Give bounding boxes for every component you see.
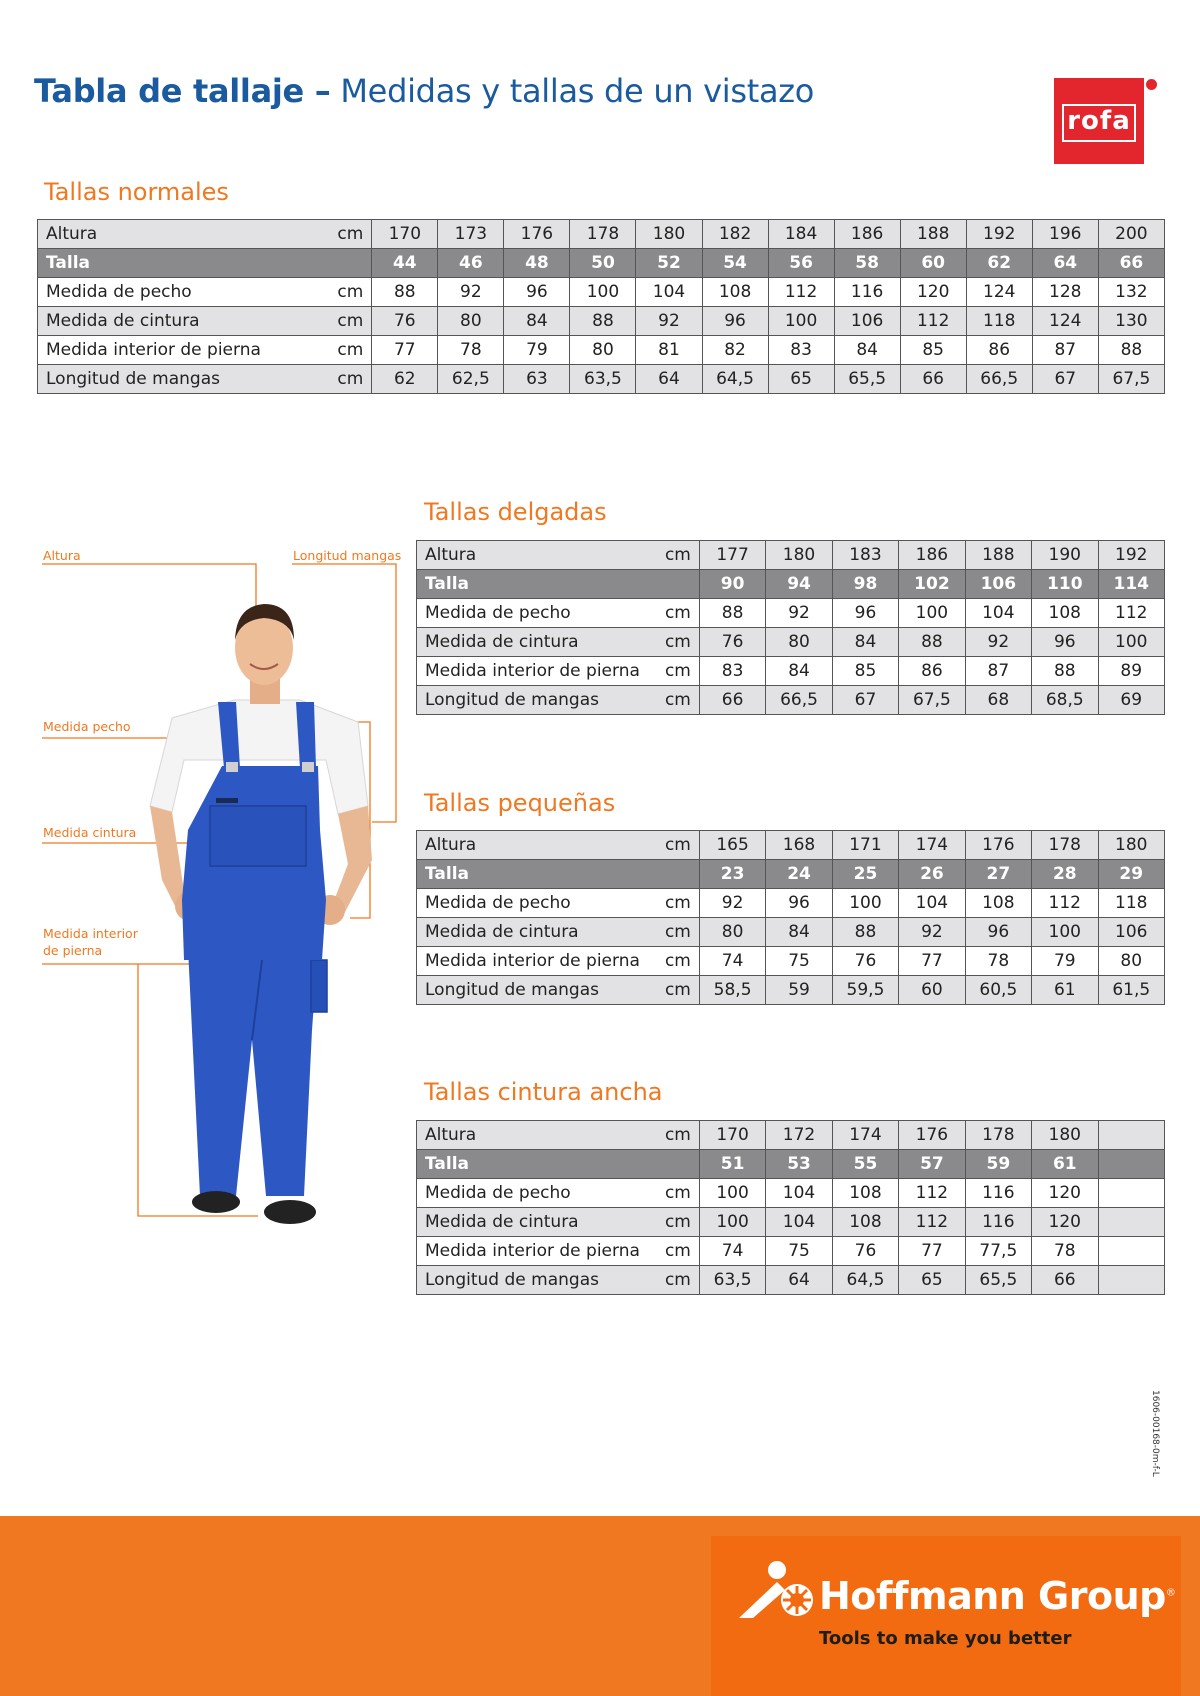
table-cell: 186 [834, 220, 900, 249]
table-cell: 62,5 [438, 365, 504, 394]
table-cell: 173 [438, 220, 504, 249]
table-cell: 56 [768, 249, 834, 278]
table-cell: 170 [699, 1121, 765, 1150]
table-row [417, 947, 1165, 976]
table-cell: 100 [899, 599, 965, 628]
table-cell: 86 [966, 336, 1032, 365]
table-cell: 186 [899, 541, 965, 570]
table-cell: 74 [699, 1237, 765, 1266]
row-label: Longitud de mangas [38, 365, 328, 394]
table-cell: 68,5 [1032, 686, 1098, 715]
table-cell: 116 [834, 278, 900, 307]
row-unit [328, 249, 372, 278]
table-cell: 84 [766, 657, 832, 686]
row-label: Longitud de mangas [417, 976, 664, 1005]
table-cell: 192 [1098, 541, 1165, 570]
table-cell: 51 [699, 1150, 765, 1179]
table-cell: 60,5 [965, 976, 1031, 1005]
table-cell: 67,5 [1098, 365, 1164, 394]
row-unit [663, 860, 699, 889]
table-cell: 102 [899, 570, 965, 599]
row-unit: cm [663, 628, 699, 657]
row-label: Medida interior de pierna [38, 336, 328, 365]
table-cell: 84 [766, 918, 832, 947]
table-cell: 96 [766, 889, 832, 918]
table-cell: 88 [372, 278, 438, 307]
table-cell: 92 [699, 889, 765, 918]
row-unit: cm [663, 1208, 699, 1237]
table-cell: 114 [1098, 570, 1165, 599]
table-cell: 120 [1032, 1208, 1098, 1237]
row-label: Altura [417, 541, 664, 570]
table-cell: 180 [636, 220, 702, 249]
table-cell: 96 [504, 278, 570, 307]
table-cell: 80 [1098, 947, 1165, 976]
table-row [417, 1208, 1165, 1237]
row-label: Altura [38, 220, 328, 249]
table-cell: 130 [1098, 307, 1164, 336]
table-cell [1098, 1150, 1165, 1179]
table-cell: 176 [504, 220, 570, 249]
table-cell: 174 [899, 831, 965, 860]
table-cell: 80 [438, 307, 504, 336]
row-unit: cm [663, 657, 699, 686]
table-cell: 98 [832, 570, 898, 599]
row-label: Talla [417, 1150, 664, 1179]
table-cell: 80 [570, 336, 636, 365]
row-unit [663, 570, 699, 599]
row-label: Medida de pecho [417, 1179, 664, 1208]
row-unit: cm [663, 976, 699, 1005]
table-cell: 82 [702, 336, 768, 365]
table-cell: 124 [1032, 307, 1098, 336]
table-cell: 94 [766, 570, 832, 599]
table-cell: 67 [832, 686, 898, 715]
table-row [417, 1266, 1165, 1295]
table-cell: 66 [1032, 1266, 1098, 1295]
table-cell: 108 [965, 889, 1031, 918]
row-unit: cm [328, 278, 372, 307]
table-cell: 174 [832, 1121, 898, 1150]
table-cell [1098, 1121, 1165, 1150]
table-cell: 77 [899, 947, 965, 976]
row-label: Medida interior de pierna [417, 947, 664, 976]
table-cell: 88 [899, 628, 965, 657]
table-cell: 61 [1032, 976, 1098, 1005]
table-cell: 132 [1098, 278, 1164, 307]
table-cell: 80 [699, 918, 765, 947]
table-cell: 184 [768, 220, 834, 249]
table-cell: 76 [372, 307, 438, 336]
row-unit: cm [663, 686, 699, 715]
table-row [38, 365, 1165, 394]
table-cell: 178 [570, 220, 636, 249]
row-unit: cm [328, 336, 372, 365]
table-row [417, 918, 1165, 947]
table-cell: 66,5 [966, 365, 1032, 394]
row-label: Medida de pecho [417, 599, 664, 628]
row-unit: cm [328, 220, 372, 249]
table-cell: 100 [768, 307, 834, 336]
table-cell: 104 [965, 599, 1031, 628]
table-cell: 196 [1032, 220, 1098, 249]
table-row [38, 220, 1165, 249]
table-cell: 85 [900, 336, 966, 365]
table-cell: 83 [768, 336, 834, 365]
table-cell: 44 [372, 249, 438, 278]
table-cell: 78 [965, 947, 1031, 976]
table-cell: 50 [570, 249, 636, 278]
table-cell: 176 [899, 1121, 965, 1150]
table-cell: 92 [965, 628, 1031, 657]
page-title [34, 72, 814, 110]
size-table-cintura-ancha [416, 1120, 1165, 1295]
table-cell: 66 [699, 686, 765, 715]
table-cell: 74 [699, 947, 765, 976]
row-label: Medida de cintura [38, 307, 328, 336]
table-cell: 27 [965, 860, 1031, 889]
company-name-text: Hoffmann Group [819, 1574, 1166, 1618]
table-cell: 100 [699, 1179, 765, 1208]
row-unit: cm [663, 831, 699, 860]
table-cell: 104 [636, 278, 702, 307]
table-cell: 26 [899, 860, 965, 889]
table-cell: 55 [832, 1150, 898, 1179]
table-cell: 106 [1098, 918, 1165, 947]
table-cell: 80 [766, 628, 832, 657]
section-title-pequenas: Tallas pequeñas [424, 789, 616, 817]
table-cell: 88 [1032, 657, 1098, 686]
table-cell: 92 [438, 278, 504, 307]
table-row [417, 976, 1165, 1005]
table-cell: 87 [965, 657, 1031, 686]
table-cell: 77 [372, 336, 438, 365]
table-cell: 54 [702, 249, 768, 278]
table-cell: 64 [1032, 249, 1098, 278]
table-cell: 78 [1032, 1237, 1098, 1266]
table-cell: 188 [900, 220, 966, 249]
table-cell: 108 [832, 1208, 898, 1237]
table-cell: 67,5 [899, 686, 965, 715]
table-cell: 180 [1098, 831, 1165, 860]
table-row [417, 1150, 1165, 1179]
table-cell: 96 [1032, 628, 1098, 657]
table-cell: 59 [766, 976, 832, 1005]
table-cell: 89 [1098, 657, 1165, 686]
table-cell: 52 [636, 249, 702, 278]
table-cell: 100 [699, 1208, 765, 1237]
row-label: Longitud de mangas [417, 1266, 664, 1295]
row-label: Medida de cintura [417, 918, 664, 947]
table-cell: 90 [699, 570, 765, 599]
row-unit: cm [663, 918, 699, 947]
table-row [417, 686, 1165, 715]
table-cell: 48 [504, 249, 570, 278]
table-cell: 92 [636, 307, 702, 336]
table-cell: 178 [965, 1121, 1031, 1150]
table-cell: 63,5 [699, 1266, 765, 1295]
table-cell: 76 [832, 947, 898, 976]
table-cell [1098, 1266, 1165, 1295]
table-cell: 65 [899, 1266, 965, 1295]
table-cell: 188 [965, 541, 1031, 570]
table-row [417, 570, 1165, 599]
table-row [417, 657, 1165, 686]
table-cell: 61,5 [1098, 976, 1165, 1005]
table-cell: 192 [966, 220, 1032, 249]
table-cell: 96 [702, 307, 768, 336]
row-unit: cm [663, 541, 699, 570]
row-unit: cm [663, 889, 699, 918]
table-cell: 96 [832, 599, 898, 628]
table-cell: 88 [699, 599, 765, 628]
table-cell: 62 [966, 249, 1032, 278]
table-cell [1098, 1179, 1165, 1208]
table-cell: 118 [966, 307, 1032, 336]
table-cell: 110 [1032, 570, 1098, 599]
size-table-normales [37, 219, 1165, 394]
table-cell: 112 [899, 1179, 965, 1208]
table-row [417, 1237, 1165, 1266]
table-cell: 120 [1032, 1179, 1098, 1208]
table-cell: 116 [965, 1208, 1031, 1237]
table-cell: 64 [636, 365, 702, 394]
table-cell: 68 [965, 686, 1031, 715]
rofa-logo-text: rofa [1062, 104, 1136, 142]
table-cell: 106 [965, 570, 1031, 599]
table-cell: 112 [899, 1208, 965, 1237]
table-cell: 65 [768, 365, 834, 394]
table-cell: 28 [1032, 860, 1098, 889]
table-cell: 177 [699, 541, 765, 570]
table-cell: 23 [699, 860, 765, 889]
hoffmann-group-emblem-icon [733, 1556, 823, 1626]
row-unit [663, 1150, 699, 1179]
table-row [417, 1121, 1165, 1150]
table-cell: 66 [1098, 249, 1164, 278]
company-tagline: Tools to make you better [819, 1628, 1072, 1649]
table-cell: 104 [899, 889, 965, 918]
row-label: Medida interior de pierna [417, 1237, 664, 1266]
row-unit: cm [663, 1266, 699, 1295]
table-cell: 100 [1098, 628, 1165, 657]
row-unit: cm [663, 947, 699, 976]
table-cell: 25 [832, 860, 898, 889]
table-row [38, 278, 1165, 307]
table-cell: 190 [1032, 541, 1098, 570]
table-cell: 104 [766, 1208, 832, 1237]
row-unit: cm [328, 307, 372, 336]
table-cell: 29 [1098, 860, 1165, 889]
table-cell: 69 [1098, 686, 1165, 715]
table-row [38, 307, 1165, 336]
row-label: Talla [417, 570, 664, 599]
section-title-delgadas: Tallas delgadas [424, 498, 607, 526]
table-cell: 65,5 [965, 1266, 1031, 1295]
table-cell: 63,5 [570, 365, 636, 394]
rofa-logo-dot [1146, 79, 1157, 90]
document-code: 1606-00168-0m-f-L [1150, 1390, 1160, 1477]
table-cell: 104 [766, 1179, 832, 1208]
table-cell: 182 [702, 220, 768, 249]
table-cell: 59 [965, 1150, 1031, 1179]
table-cell: 76 [832, 1237, 898, 1266]
page-title-bold: Tabla de tallaje – [34, 72, 331, 110]
table-cell: 96 [965, 918, 1031, 947]
table-cell: 100 [1032, 918, 1098, 947]
figure-label-medida-interior-line2: de pierna [43, 943, 103, 958]
table-cell: 81 [636, 336, 702, 365]
table-cell: 24 [766, 860, 832, 889]
row-label: Altura [417, 831, 664, 860]
size-table-pequenas [416, 830, 1165, 1005]
row-unit: cm [328, 365, 372, 394]
table-cell: 77,5 [965, 1237, 1031, 1266]
table-cell: 64,5 [832, 1266, 898, 1295]
table-cell [1098, 1208, 1165, 1237]
figure-label-longitud-mangas: Longitud mangas [293, 548, 402, 563]
section-title-cintura-ancha: Tallas cintura ancha [424, 1078, 663, 1106]
table-cell: 165 [699, 831, 765, 860]
table-cell: 100 [832, 889, 898, 918]
table-cell: 79 [1032, 947, 1098, 976]
table-cell: 112 [900, 307, 966, 336]
table-cell: 92 [766, 599, 832, 628]
table-cell: 112 [768, 278, 834, 307]
table-cell: 57 [899, 1150, 965, 1179]
table-cell: 53 [766, 1150, 832, 1179]
row-label: Medida de cintura [417, 1208, 664, 1237]
hoffmann-group-logo [711, 1536, 1181, 1696]
row-unit: cm [663, 1179, 699, 1208]
table-cell: 108 [832, 1179, 898, 1208]
table-cell: 85 [832, 657, 898, 686]
table-cell: 59,5 [832, 976, 898, 1005]
rofa-logo [1054, 78, 1144, 164]
table-row [417, 628, 1165, 657]
table-cell: 92 [899, 918, 965, 947]
table-cell: 66,5 [766, 686, 832, 715]
row-label: Medida de pecho [38, 278, 328, 307]
table-row [417, 860, 1165, 889]
table-cell: 78 [438, 336, 504, 365]
table-cell: 171 [832, 831, 898, 860]
table-cell: 108 [1032, 599, 1098, 628]
row-unit: cm [663, 1237, 699, 1266]
table-cell: 76 [699, 628, 765, 657]
table-cell: 64 [766, 1266, 832, 1295]
row-label: Medida de cintura [417, 628, 664, 657]
table-cell: 84 [504, 307, 570, 336]
row-unit: cm [663, 1121, 699, 1150]
table-cell: 61 [1032, 1150, 1098, 1179]
row-label: Talla [417, 860, 664, 889]
table-cell: 183 [832, 541, 898, 570]
table-cell: 176 [965, 831, 1031, 860]
table-cell: 112 [1098, 599, 1165, 628]
table-cell: 106 [834, 307, 900, 336]
table-cell: 200 [1098, 220, 1164, 249]
table-cell: 67 [1032, 365, 1098, 394]
table-cell: 46 [438, 249, 504, 278]
registered-mark: ® [1165, 1587, 1176, 1599]
table-cell: 63 [504, 365, 570, 394]
table-cell: 58,5 [699, 976, 765, 1005]
table-cell: 75 [766, 1237, 832, 1266]
table-row [417, 889, 1165, 918]
table-row [38, 336, 1165, 365]
table-cell: 124 [966, 278, 1032, 307]
table-cell: 64,5 [702, 365, 768, 394]
table-row [417, 831, 1165, 860]
table-cell: 86 [899, 657, 965, 686]
table-cell: 108 [702, 278, 768, 307]
table-cell: 84 [834, 336, 900, 365]
company-name [819, 1574, 1175, 1618]
row-label: Longitud de mangas [417, 686, 664, 715]
worker-overalls-figure [0, 540, 410, 1240]
table-row [417, 599, 1165, 628]
figure-label-medida-pecho: Medida pecho [43, 719, 131, 734]
row-label: Altura [417, 1121, 664, 1150]
table-cell: 172 [766, 1121, 832, 1150]
table-cell: 180 [766, 541, 832, 570]
table-cell: 60 [899, 976, 965, 1005]
table-cell [1098, 1237, 1165, 1266]
table-cell: 170 [372, 220, 438, 249]
table-cell: 58 [834, 249, 900, 278]
table-cell: 88 [1098, 336, 1164, 365]
figure-label-medida-interior-line1: Medida interior [43, 926, 138, 941]
table-cell: 128 [1032, 278, 1098, 307]
table-row [38, 249, 1165, 278]
table-cell: 87 [1032, 336, 1098, 365]
figure-label-altura: Altura [43, 548, 81, 563]
table-cell: 65,5 [834, 365, 900, 394]
table-cell: 75 [766, 947, 832, 976]
row-label: Medida interior de pierna [417, 657, 664, 686]
figure-label-medida-cintura: Medida cintura [43, 825, 137, 840]
row-label: Talla [38, 249, 328, 278]
table-cell: 112 [1032, 889, 1098, 918]
table-cell: 88 [832, 918, 898, 947]
table-cell: 180 [1032, 1121, 1098, 1150]
table-row [417, 1179, 1165, 1208]
table-cell: 88 [570, 307, 636, 336]
size-table-delgadas [416, 540, 1165, 715]
table-cell: 77 [899, 1237, 965, 1266]
table-cell: 79 [504, 336, 570, 365]
table-cell: 118 [1098, 889, 1165, 918]
table-row [417, 541, 1165, 570]
table-cell: 168 [766, 831, 832, 860]
table-cell: 66 [900, 365, 966, 394]
table-cell: 178 [1032, 831, 1098, 860]
row-unit: cm [663, 599, 699, 628]
table-cell: 62 [372, 365, 438, 394]
table-cell: 100 [570, 278, 636, 307]
table-cell: 83 [699, 657, 765, 686]
table-cell: 120 [900, 278, 966, 307]
table-cell: 60 [900, 249, 966, 278]
row-label: Medida de pecho [417, 889, 664, 918]
section-title-normales: Tallas normales [44, 178, 229, 206]
table-cell: 116 [965, 1179, 1031, 1208]
table-cell: 84 [832, 628, 898, 657]
page-title-subtitle: Medidas y tallas de un vistazo [340, 72, 815, 110]
